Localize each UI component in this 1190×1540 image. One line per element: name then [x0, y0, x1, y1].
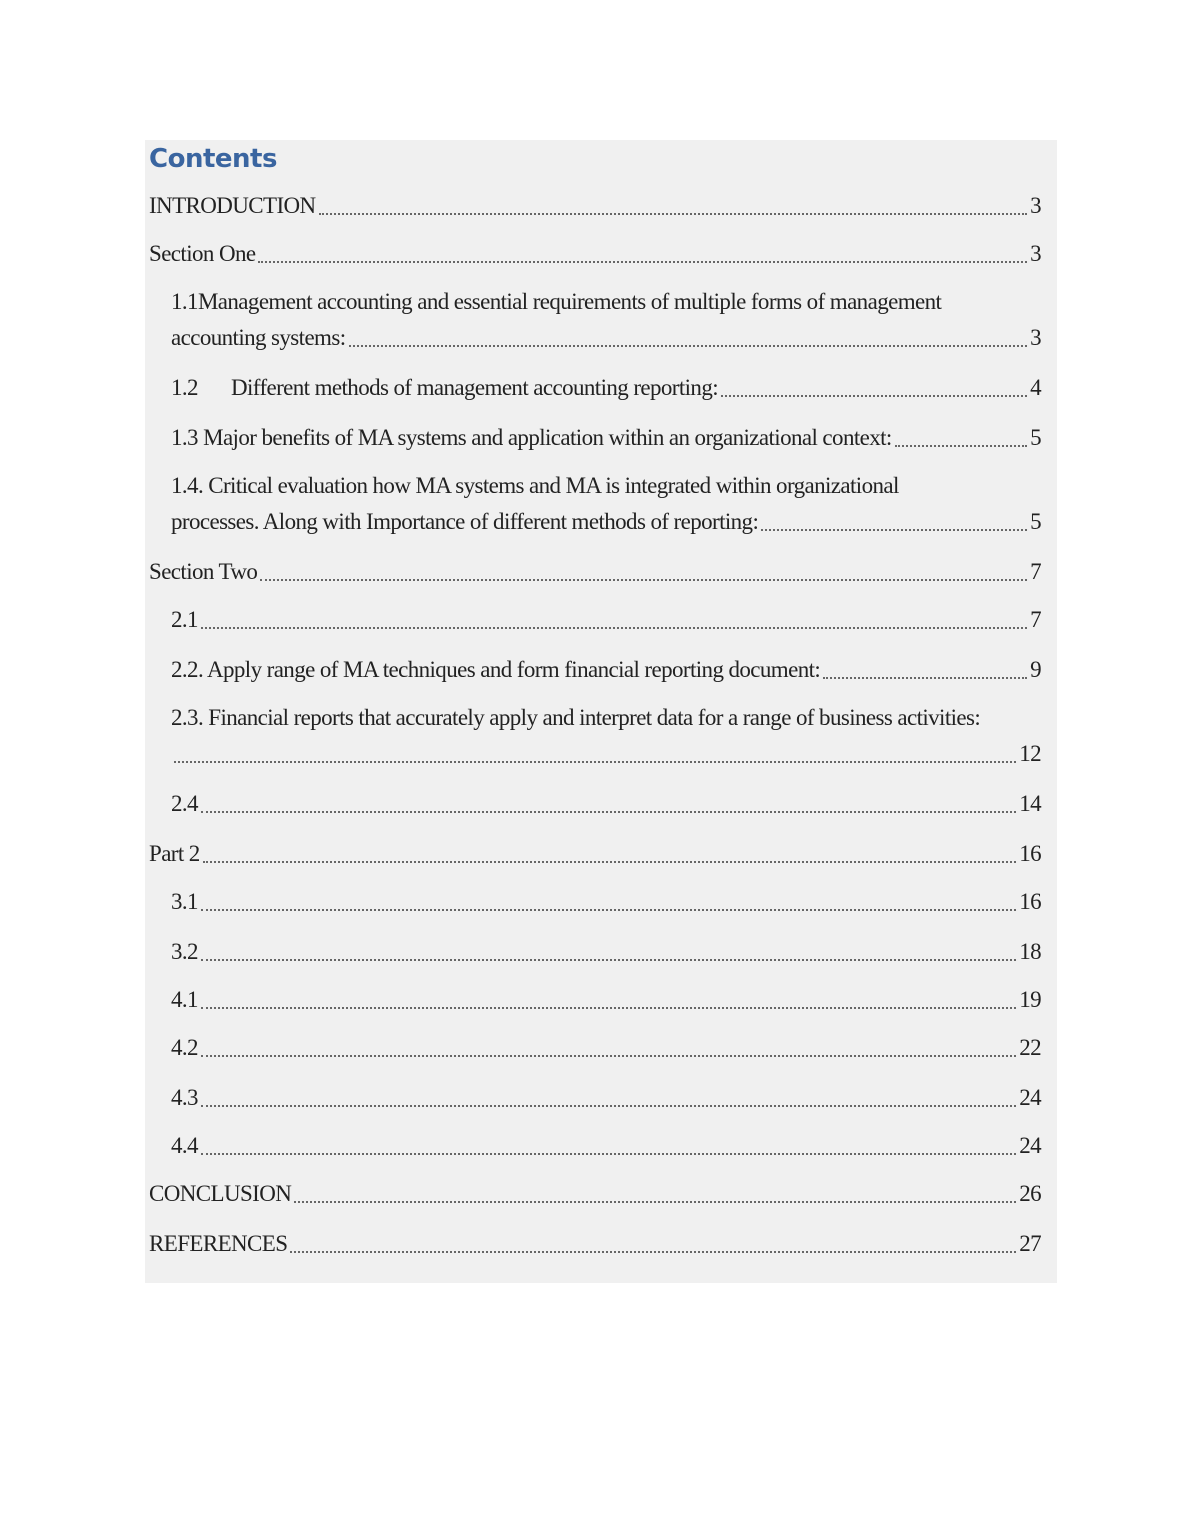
toc-entry-line1	[171, 284, 1041, 320]
toc-entry-text: 3.2	[171, 939, 198, 964]
toc-entry-page: 12	[1019, 741, 1041, 766]
toc-entry-text: Section Two	[149, 559, 258, 584]
toc-entry-page: 7	[1030, 559, 1041, 584]
leader-dots	[201, 811, 1016, 813]
toc-entry-text: REFERENCES	[149, 1231, 288, 1256]
toc-entry-page: 3	[1030, 241, 1041, 266]
toc-entry-page: 16	[1019, 889, 1041, 914]
toc-entry-page: 7	[1030, 607, 1041, 632]
leader-dots	[174, 761, 1016, 763]
toc-entry-1-2[interactable]	[171, 370, 1041, 406]
leader-dots	[721, 395, 1027, 397]
toc-entry-text-cont: processes. Along with Importance of different methods of reporting:	[171, 509, 759, 534]
toc-entry-4-4[interactable]	[171, 1128, 1041, 1164]
toc-entry-conclusion[interactable]	[149, 1176, 1041, 1212]
toc-entry-page: 22	[1019, 1035, 1041, 1060]
toc-entry-page: 14	[1019, 791, 1041, 816]
toc-entry-text: 2.4	[171, 791, 198, 816]
toc-entry-line2	[171, 736, 1041, 772]
leader-dots	[761, 529, 1027, 531]
leader-dots	[201, 627, 1027, 629]
toc-entry-2-2[interactable]	[171, 652, 1041, 688]
toc-entry-text: 4.2	[171, 1035, 198, 1060]
toc-entry-4-1[interactable]	[171, 982, 1041, 1018]
toc-entry-3-1[interactable]	[171, 884, 1041, 920]
toc-entry-text: INTRODUCTION	[149, 193, 316, 218]
toc-entry-page: 4	[1030, 375, 1041, 400]
toc-entry-introduction[interactable]	[149, 188, 1041, 224]
toc-entry-3-2[interactable]	[171, 934, 1041, 970]
toc-entry-text: 2.1	[171, 607, 198, 632]
toc-entry-line2	[171, 320, 1041, 356]
toc-entry-text: 4.3	[171, 1085, 198, 1110]
toc-entry-part-2[interactable]	[149, 836, 1041, 872]
toc-entry-text: 1.4. Critical evaluation how MA systems and MA is integrated within organizational	[171, 473, 899, 498]
leader-dots	[201, 909, 1016, 911]
toc-entry-page: 5	[1030, 425, 1041, 450]
toc-title: Contents	[149, 144, 277, 174]
leader-dots	[349, 345, 1028, 347]
toc-entry-text: 4.1	[171, 987, 198, 1012]
toc-entry-4-2[interactable]	[171, 1030, 1041, 1066]
toc-entry-text: 3.1	[171, 889, 198, 914]
toc-entry-text: Section One	[149, 241, 256, 266]
toc-entry-2-1[interactable]	[171, 602, 1041, 638]
leader-dots	[294, 1201, 1016, 1203]
leader-dots	[290, 1251, 1016, 1253]
toc-entry-label	[171, 370, 718, 406]
toc-entry-text: 2.2. Apply range of MA techniques and form financial reporting document:	[171, 657, 821, 682]
leader-dots	[895, 445, 1027, 447]
table-of-contents	[145, 140, 1057, 1283]
toc-entry-1-3[interactable]	[171, 420, 1041, 456]
toc-entry-references[interactable]	[149, 1226, 1041, 1262]
leader-dots	[201, 1105, 1016, 1107]
leader-dots	[201, 1055, 1016, 1057]
toc-entry-text: 4.4	[171, 1133, 198, 1158]
toc-entry-page: 27	[1019, 1231, 1041, 1256]
toc-entry-page: 18	[1019, 939, 1041, 964]
leader-dots	[203, 861, 1016, 863]
toc-entry-text: 1.3 Major benefits of MA systems and application within an organizational context:	[171, 425, 892, 450]
toc-entry-page: 16	[1019, 841, 1041, 866]
toc-entry-4-3[interactable]	[171, 1080, 1041, 1116]
toc-entry-page: 19	[1019, 987, 1041, 1012]
toc-entry-page: 26	[1019, 1181, 1041, 1206]
toc-entry-page: 5	[1030, 509, 1041, 534]
toc-entry-text: Different methods of management accounting reporting:	[231, 375, 719, 400]
leader-dots	[201, 1007, 1016, 1009]
toc-entry-text: CONCLUSION	[149, 1181, 292, 1206]
toc-entry-1-4[interactable]	[171, 468, 1041, 540]
toc-entry-page: 24	[1019, 1085, 1041, 1110]
leader-dots	[319, 213, 1028, 215]
toc-entry-text: Management accounting and essential requirements of multiple forms of management	[197, 289, 942, 314]
toc-entry-section-two[interactable]	[149, 554, 1041, 590]
toc-entry-line2	[171, 504, 1041, 540]
toc-entry-page: 3	[1030, 193, 1041, 218]
toc-entry-1-1[interactable]	[171, 284, 1041, 356]
toc-entry-page: 3	[1030, 325, 1041, 350]
leader-dots	[201, 959, 1016, 961]
toc-entry-text: Part 2	[149, 841, 200, 866]
toc-entry-2-3[interactable]	[171, 700, 1041, 772]
toc-entry-section-one[interactable]	[149, 236, 1041, 272]
leader-dots	[823, 677, 1027, 679]
leader-dots	[258, 261, 1027, 263]
toc-entry-text-cont: accounting systems:	[171, 325, 346, 350]
leader-dots	[201, 1153, 1016, 1155]
toc-entry-text: 2.3. Financial reports that accurately apply and interpret data for a range of business activities:	[171, 705, 981, 730]
toc-entry-page: 9	[1030, 657, 1041, 682]
toc-entry-number: 1.2	[171, 375, 198, 400]
toc-entry-number: 1.1	[171, 289, 198, 314]
toc-entry-2-4[interactable]	[171, 786, 1041, 822]
toc-entry-page: 24	[1019, 1133, 1041, 1158]
leader-dots	[260, 579, 1027, 581]
